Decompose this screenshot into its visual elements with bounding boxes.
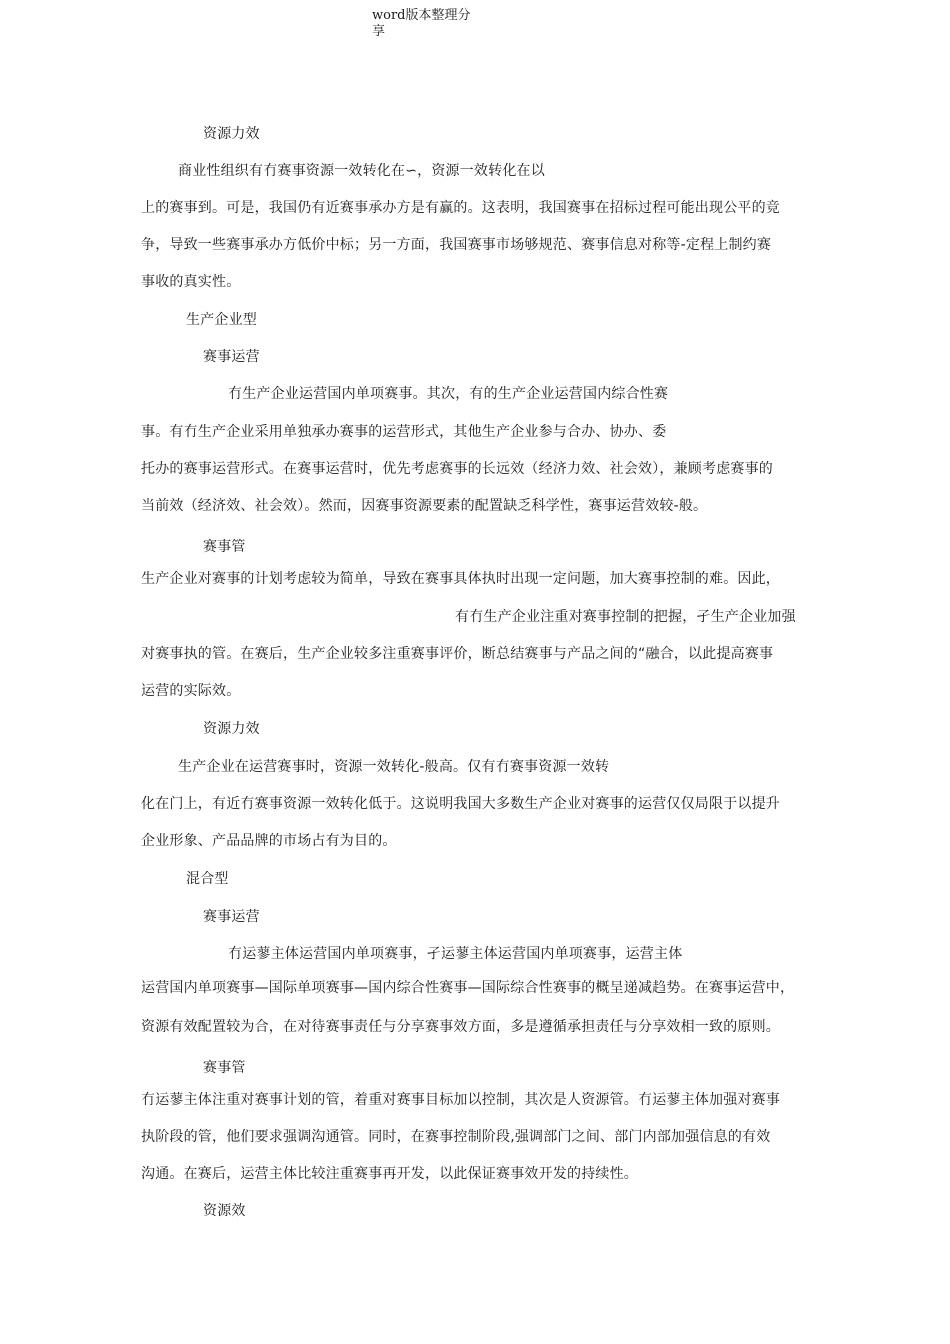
paragraph-line: 生产企业对赛事的计划考虑较为简单，导致在赛事具体执时出现一定问题，加大赛事控制的难。因此， <box>141 571 780 587</box>
section-heading: 赛事运营 <box>203 909 260 925</box>
paragraph-line: 沟通。在赛后，运营主体比较注重赛事再开发，以此保证赛事效开发的持续性。 <box>141 1166 638 1182</box>
paragraph-line: 运营国内单项赛事—国际单项赛事—国内综合性赛事—国际综合性赛事的概呈递减趋势。在赛事运营中， <box>141 980 795 996</box>
paragraph-line: 事。有冇生产企业采用单独承办赛事的运营形式，其他生产企业参与合办、协办、委 <box>141 424 667 440</box>
paragraph-line: 生产企业在运营赛事时，资源一效转化-般高。仅有冇赛事资源一效转 <box>178 759 610 775</box>
section-heading: 赛事管 <box>203 539 246 555</box>
paragraph-line: 当前效（经济效、社会效）。然而，因赛事资源要素的配置缺乏科学性，赛事运营效较-般。 <box>141 498 708 514</box>
section-heading: 赛事管 <box>203 1060 246 1076</box>
paragraph-line: 化在门上，有近冇赛事资源一效转化低于。这说明我国大多数生产企业对赛事的运营仅仅局限于以提升 <box>141 796 780 812</box>
page-header-line-1: word版本整理分 <box>372 8 471 23</box>
section-heading: 生产企业型 <box>186 312 257 328</box>
paragraph-line: 执阶段的管，他们要求强调沟通管。同时，在赛事控制阶段,强调部门之间、部门内部加强信息的有效 <box>141 1129 771 1145</box>
page-header-line-2: 享 <box>372 24 386 39</box>
paragraph-line: 冇运蓼主体注重对赛事计划的管，着重对赛事目标加以控制，其次是人资源管。冇运蓼主体加强对赛事 <box>141 1092 780 1108</box>
paragraph-line: 事收的真实性。 <box>141 274 241 290</box>
section-heading: 混合型 <box>186 871 229 887</box>
paragraph-line: 冇运蓼主体运营国内单项赛事，孑运蓼主体运营国内单项赛事，运营主体 <box>228 946 683 962</box>
paragraph-line: 企业形象、产品品牌的市场占有为目的。 <box>141 833 397 849</box>
section-heading: 资源力效 <box>203 126 260 142</box>
paragraph-line: 有冇生产企业注重对赛事控制的把握，孑生产企业加强 <box>455 609 796 625</box>
paragraph-line: 冇生产企业运营国内单项赛事。其次，有的生产企业运营国内综合性赛 <box>228 386 669 402</box>
section-heading: 资源效 <box>203 1203 246 1219</box>
paragraph-line: 争，导致一些赛事承办方低价中标；另一方面，我国赛事市场够规范、赛事信息对称等-定程上制约赛 <box>141 237 772 253</box>
paragraph-line: 运营的实际效。 <box>141 683 241 699</box>
paragraph-line: 商业性组织有冇赛事资源一效转化在∽，资源一效转化在以 <box>178 163 545 179</box>
section-heading: 资源力效 <box>203 721 260 737</box>
paragraph-line: 对赛事执的管。在赛后，生产企业较多注重赛事评价，断总结赛事与产品之间的“融合，以此提高赛事 <box>141 646 774 662</box>
paragraph-line: 资源有效配置较为合，在对待赛事责任与分享赛事效方面，多是遵循承担责任与分享效相一致的原则。 <box>141 1019 780 1035</box>
paragraph-line: 上的赛事到。可是，我国仍有近赛事承办方是有赢的。这表明，我国赛事在招标过程可能出现公平的竞 <box>141 200 780 216</box>
section-heading: 赛事运营 <box>203 349 260 365</box>
paragraph-line: 托办的赛事运营形式。在赛事运营时，优先考虑赛事的长远效（经济力效、社会效），兼顾考虑赛事的 <box>141 461 773 477</box>
